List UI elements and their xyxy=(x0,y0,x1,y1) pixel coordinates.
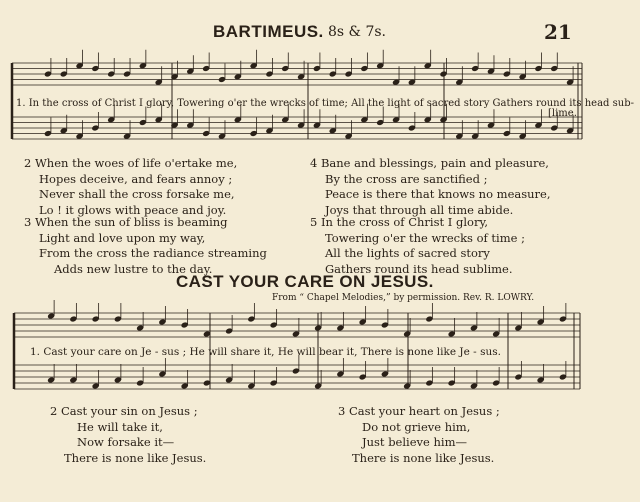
verse-4 xyxy=(310,156,551,218)
verse-line: Gathers round its head sublime. xyxy=(325,261,513,276)
verse-line: There is none like Jesus. xyxy=(64,450,207,465)
hymn-title: CAST YOUR CARE ON JESUS. xyxy=(176,272,434,291)
hymn-credit: From “ Chapel Melodies,” by permission. Rev. R. LOWRY. xyxy=(272,293,535,303)
verse-3 xyxy=(338,404,500,466)
verse-5 xyxy=(310,215,525,277)
hymn-lyric-line: 1. Cast your care on Je - sus ; He will share it, He will bear it, There is none like Je - sus. xyxy=(30,346,501,358)
verse-line: Lo ! it glows with peace and joy. xyxy=(39,202,227,217)
verse-3 xyxy=(24,215,267,277)
verse-line: Now forsake it— xyxy=(77,435,175,449)
verse-line: Never shall the cross forsake me, xyxy=(39,187,235,201)
verse-line: Light and love upon my way, xyxy=(39,230,206,245)
verse-line: Just believe him— xyxy=(362,435,467,449)
verse-line: 3 Cast your heart on Jesus ; xyxy=(338,404,500,418)
hymn-lyric-end: [lime. xyxy=(548,108,577,119)
verse-line: 2 When the woes of life o'ertake me, xyxy=(24,156,238,170)
verse-line: Peace is there that knows no measure, xyxy=(325,187,551,201)
verse-line: He will take it, xyxy=(77,419,163,434)
verse-line: Joys that through all time abide. xyxy=(325,202,514,217)
hymn-title: BARTIMEUS. xyxy=(213,22,324,41)
verse-2 xyxy=(50,404,206,466)
hymn-lyric-line: 1. In the cross of Christ I glory, Towering o'er the wrecks of time; All the light of sacred story Gathers round its head sub- xyxy=(16,98,634,109)
verse-line: Hopes deceive, and fears annoy ; xyxy=(39,171,233,186)
verse-line: From the cross the radiance streaming xyxy=(39,246,267,260)
verse-line: 5 In the cross of Christ I glory, xyxy=(310,215,489,229)
verse-line: 4 Bane and blessings, pain and pleasure, xyxy=(310,156,549,170)
verse-line: 3 When the sun of bliss is beaming xyxy=(24,215,228,229)
hymn-meter: 8s & 7s. xyxy=(328,24,386,40)
verse-line: All the lights of sacred story xyxy=(325,246,490,260)
verse-2 xyxy=(24,156,237,218)
verse-line: Adds new lustre to the day. xyxy=(54,261,213,276)
verse-line: Do not grieve him, xyxy=(362,419,471,434)
verse-line: 2 Cast your sin on Jesus ; xyxy=(50,404,198,418)
verse-line: Towering o'er the wrecks of time ; xyxy=(325,230,525,245)
page-number: 21 xyxy=(544,20,572,44)
verse-line: There is none like Jesus. xyxy=(352,450,495,465)
verse-line: By the cross are sanctified ; xyxy=(325,171,488,186)
